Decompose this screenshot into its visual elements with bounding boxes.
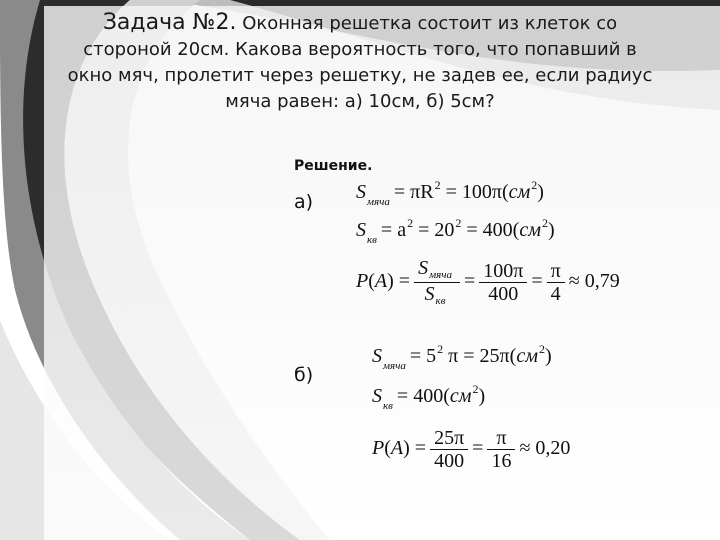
- part-b-label: б): [294, 364, 314, 386]
- solution-heading: Решение.: [294, 158, 373, 174]
- task-statement-line-1: Задача №2. Оконная решетка состоит из клеток со: [102, 10, 618, 35]
- formula-b-ball-area: $S_{мяча} = 5^2$ $\pi = 25\pi(см^2)$: [372, 342, 552, 372]
- part-a-label: а): [294, 191, 314, 213]
- task-number: Задача №2.: [102, 10, 237, 35]
- formula-a-ball-area: $S_{мяча} = \pi R^2 = 100\pi(см^2)$: [356, 178, 544, 208]
- task-statement-line-2: стороной 20см. Какова вероятность того, что попавший в: [83, 39, 637, 60]
- formula-b-square-area: $S_{кв} = 400(см^2)$: [372, 382, 486, 412]
- formula-b-probability: P(A) = $\frac{25\pi}{400}$ = $\frac{\pi}{16}$ ≈ 0,20: [372, 427, 571, 472]
- task-statement: [30, 10, 690, 115]
- formula-a-square-area: $S_{кв} = a^2 = 20^2 = 400(см^2)$: [356, 216, 555, 246]
- formula-a-probability: P(A) = $\frac{S_{мяча}}{S_{кв}}$ = $\frac{100\pi}{400}$ = $\frac{\pi}{4}$ ≈ 0,79: [356, 257, 620, 307]
- task-statement-line-3: окно мяч, пролетит через решетку, не задев ее, если радиус: [67, 65, 653, 86]
- task-statement-line-4: мяча равен: а) 10см, б) 5см?: [225, 91, 495, 112]
